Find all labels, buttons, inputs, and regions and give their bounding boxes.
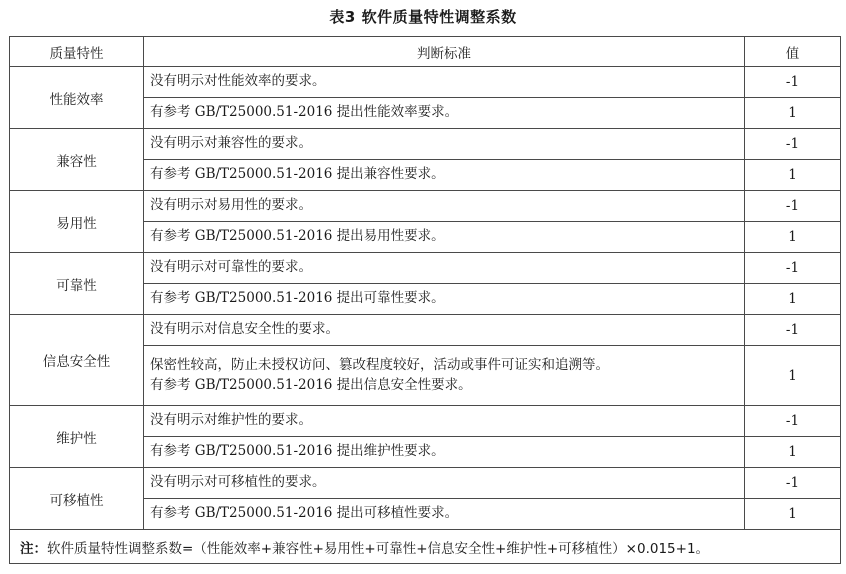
value-cell: -1 — [745, 129, 841, 160]
value-cell: -1 — [745, 468, 841, 499]
table-row — [10, 315, 841, 346]
criteria-cell: 没有明示对可靠性的要求。 — [144, 253, 745, 284]
criteria-cell: 有参考 GB/T25000.51-2016 提出兼容性要求。 — [144, 160, 745, 191]
note-text: 软件质量特性调整系数=（性能效率+兼容性+易用性+可靠性+信息安全性+维护性+可移植性）×0.015+1。 — [47, 540, 710, 557]
criteria-cell: 没有明示对性能效率的要求。 — [144, 67, 745, 98]
characteristic-portability: 可移植性 — [10, 468, 144, 530]
value-cell: 1 — [745, 160, 841, 191]
table-row — [10, 253, 841, 284]
quality-adjustment-table — [9, 36, 841, 564]
characteristic-usability: 易用性 — [10, 191, 144, 253]
criteria-cell: 没有明示对信息安全性的要求。 — [144, 315, 745, 346]
value-cell: -1 — [745, 315, 841, 346]
value-cell: -1 — [745, 253, 841, 284]
criteria-cell: 有参考 GB/T25000.51-2016 提出维护性要求。 — [144, 437, 745, 468]
note-cell — [10, 530, 841, 564]
table-row — [10, 191, 841, 222]
note-label: 注： — [20, 540, 47, 557]
header-row — [10, 37, 841, 67]
value-cell: 1 — [745, 499, 841, 530]
header-characteristic: 质量特性 — [10, 37, 144, 67]
table-row — [10, 406, 841, 437]
table-title: 表3 软件质量特性调整系数 — [329, 8, 517, 26]
table-row — [10, 468, 841, 499]
header-value: 值 — [745, 37, 841, 67]
value-cell: 1 — [745, 222, 841, 253]
value-cell: 1 — [745, 284, 841, 315]
characteristic-performance: 性能效率 — [10, 67, 144, 129]
table-row — [10, 67, 841, 98]
criteria-cell: 没有明示对兼容性的要求。 — [144, 129, 745, 160]
criteria-cell: 有参考 GB/T25000.51-2016 提出可靠性要求。 — [144, 284, 745, 315]
criteria-cell: 有参考 GB/T25000.51-2016 提出易用性要求。 — [144, 222, 745, 253]
value-cell: -1 — [745, 191, 841, 222]
value-cell: 1 — [745, 437, 841, 468]
criteria-line: 有参考 GB/T25000.51-2016 提出信息安全性要求。 — [150, 376, 472, 393]
value-cell: -1 — [745, 406, 841, 437]
note-row — [10, 530, 841, 564]
criteria-cell: 没有明示对可移植性的要求。 — [144, 468, 745, 499]
header-criteria: 判断标准 — [144, 37, 745, 67]
criteria-cell: 有参考 GB/T25000.51-2016 提出可移植性要求。 — [144, 499, 745, 530]
criteria-cell: 没有明示对维护性的要求。 — [144, 406, 745, 437]
characteristic-compatibility: 兼容性 — [10, 129, 144, 191]
value-cell: -1 — [745, 67, 841, 98]
criteria-line: 保密性较高，防止未授权访问、篡改程度较好，活动或事件可证实和追溯等。 — [150, 356, 609, 373]
table-row — [10, 129, 841, 160]
criteria-cell — [144, 346, 745, 406]
characteristic-reliability: 可靠性 — [10, 253, 144, 315]
characteristic-security: 信息安全性 — [10, 315, 144, 406]
criteria-cell: 有参考 GB/T25000.51-2016 提出性能效率要求。 — [144, 98, 745, 129]
criteria-cell: 没有明示对易用性的要求。 — [144, 191, 745, 222]
value-cell: 1 — [745, 346, 841, 406]
characteristic-maintainability: 维护性 — [10, 406, 144, 468]
value-cell: 1 — [745, 98, 841, 129]
